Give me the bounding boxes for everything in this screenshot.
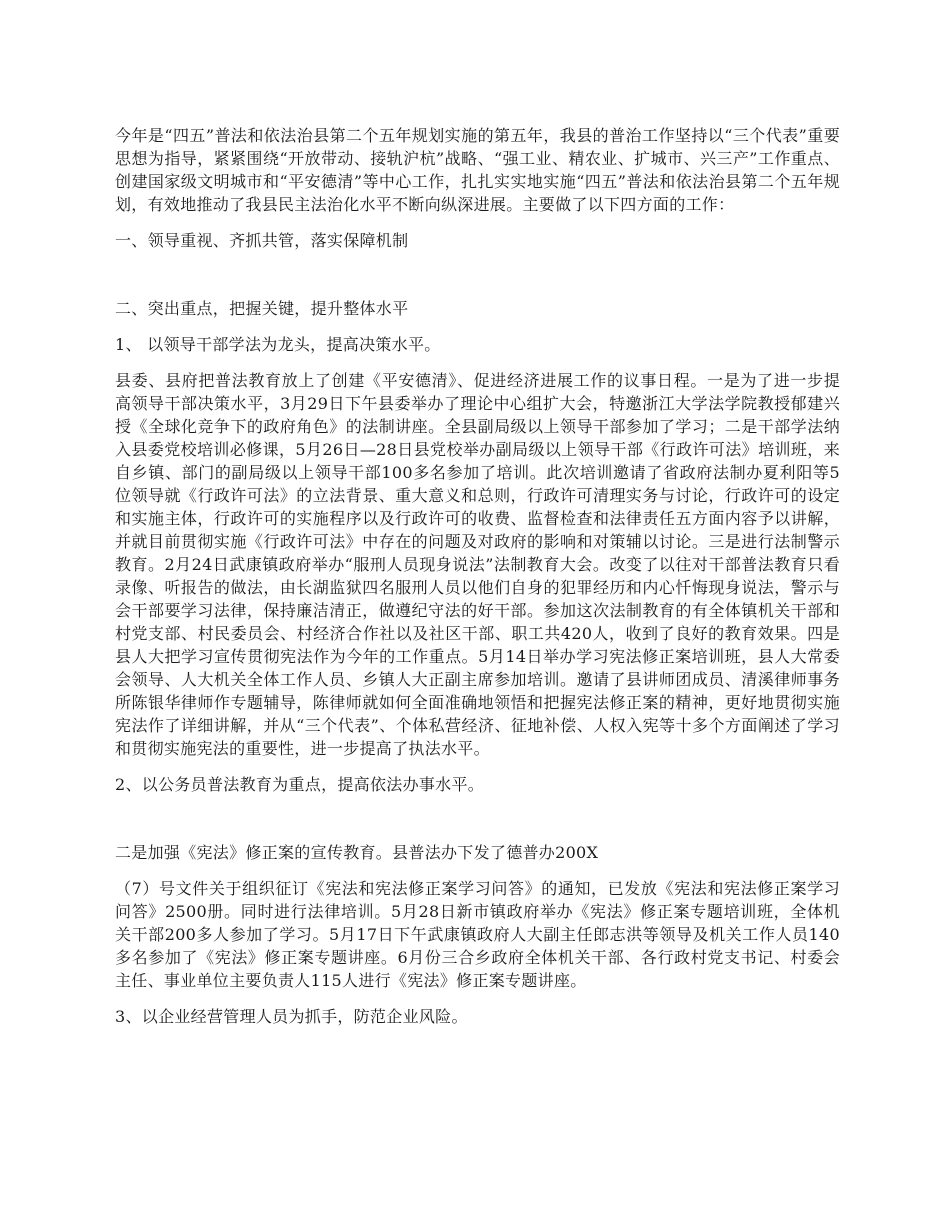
section-1-heading: 一、领导重视、齐抓共管，落实保障机制	[115, 231, 409, 250]
item-2-paragraph: （7）号文件关于组织征订《宪法和宪法修正案学习问答》的通知，已发放《宪法和宪法修正案学习问答》2500册。同时进行法律培训。5月28日新市镇政府举办《宪法》修正案专题培训班，全体机关干部200多人参加了学习。5月17日下午武康镇政府人大副主任郎志洪等领导及机关工作人员140多名参加了《宪法》修正案专题讲座。6月份三合乡政府全体机关干部、各行政村党支书记、村委会主任、事业单位主要负责人115人进行《宪法》修正案专题讲座。	[115, 879, 840, 990]
document-body	[115, 124, 840, 1028]
item-2-heading: 2、以公务员普法教育为重点，提高依法办事水平。	[115, 775, 485, 794]
item-2-lead-line: 二是加强《宪法》修正案的宣传教育。县普法办下发了德普办200X	[115, 843, 599, 862]
item-3-heading: 3、以企业经营管理人员为抓手，防范企业风险。	[115, 1007, 468, 1026]
item-1-paragraph: 县委、县府把普法教育放上了创建《平安德清》、促进经济进展工作的议事日程。一是为了进一步提高领导干部决策水平，3月29日下午县委举办了理论中心组扩大会，特邀浙江大学法学院教授郁建兴授《全球化竞争下的政府角色》的法制讲座。全县副局级以上领导干部参加了学习；二是干部学法纳入县委党校培训必修课，5月26日—28日县党校举办副局级以上领导干部《行政许可法》培训班，来自乡镇、部门的副局级以上领导干部100多名参加了培训。此次培训邀请了省政府法制办夏利阳等5位领导就《行政许可法》的立法背景、重大意义和总则，行政许可清理实务与讨论，行政许可的设定和实施主体，行政许可的实施程序以及行政许可的收费、监督检查和法律责任五方面内容予以讲解，并就目前贯彻实施《行政许可法》中存在的问题及对政府的影响和对策辅以讨论。三是进行法制警示教育。2月24日武康镇政府举办“服刑人员现身说法”法制教育大会。改变了以往对干部普法教育只看录像、听报告的做法，由长湖监狱四名服刑人员以他们自身的犯罪经历和内心忏悔现身说法，警示与会干部要学习法律，保持廉洁清正，做遵纪守法的好干部。参加这次法制教育的有全体镇机关干部和村党支部、村民委员会、村经济合作社以及社区干部、职工共420人，收到了良好的教育效果。四是县人大把学习宣传贯彻宪法作为今年的工作重点。5月14日举办学习宪法修正案培训班，县人大常委会领导、人大机关全体工作人员、乡镇人大正副主席参加培训。邀请了县讲师团成员、清溪律师事务所陈银华律师作专题辅导，陈律师就如何全面准确地领悟和把握宪法修正案的精神，更好地贯彻实施宪法作了详细讲解，并从“三个代表”、个体私营经济、征地补偿、人权入宪等十多个方面阐述了学习和贯彻实施宪法的重要性，进一步提高了执法水平。	[115, 371, 840, 758]
section-2-heading: 二、突出重点，把握关键，提升整体水平	[115, 299, 409, 318]
item-1-heading: 1、 以领导干部学法为龙头，提高决策水平。	[115, 335, 441, 354]
intro-paragraph: 今年是“四五”普法和依法治县第二个五年规划实施的第五年，我县的普治工作坚持以“三个代表”重要思想为指导，紧紧围绕“开放带动、接轨沪杭”战略、“强工业、精农业、扩城市、兴三产”工作重点、创建国家级文明城市和“平安德清”等中心工作，扎扎实实地实施“四五”普法和依法治县第二个五年规划，有效地推动了我县民主法治化水平不断向纵深进展。主要做了以下四方面的工作：	[115, 126, 840, 214]
